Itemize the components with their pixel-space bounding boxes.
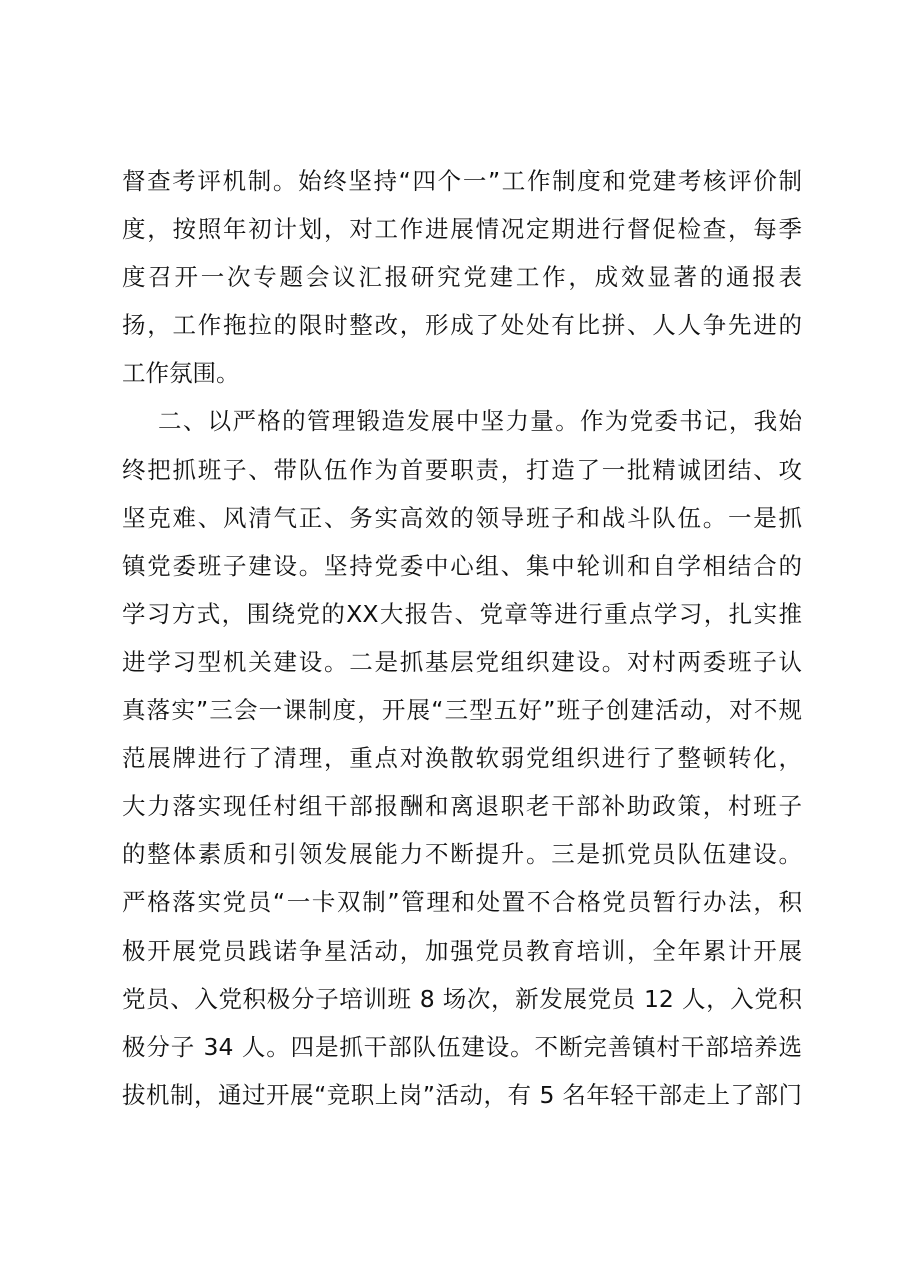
text-line: 坚克难、风清气正、务实高效的领导班子和战斗队伍。一是抓 — [122, 503, 802, 532]
text-line: 终把抓班子、带队伍作为首要职责，打造了一批精诚团结、攻 — [122, 455, 802, 484]
text-line: 极开展党员践诺争星活动，加强党员教育培训，全年累计开展 — [122, 936, 802, 965]
text-line: 督查考评机制。始终坚持“四个一”工作制度和党建考核评价制 — [122, 167, 802, 195]
text-line: 扬，工作拖拉的限时整改，形成了处处有比拼、人人争先进的 — [122, 311, 802, 340]
text-line: 进学习型机关建设。二是抓基层党组织建设。对村两委班子认 — [122, 647, 802, 676]
text-line: 大力落实现任村组干部报酬和离退职老干部补助政策，村班子 — [122, 792, 802, 821]
text-line: 二、以严格的管理锻造发展中坚力量。作为党委书记，我始 — [158, 407, 802, 436]
text-line: 度召开一次专题会议汇报研究党建工作，成效显著的通报表 — [122, 263, 802, 292]
text-line: 度，按照年初计划，对工作进展情况定期进行督促检查，每季 — [122, 215, 802, 244]
text-line: 学习方式，围绕党的XX大报告、党章等进行重点学习，扎实推 — [122, 599, 802, 628]
text-line: 极分子 34 人。四是抓干部队伍建设。不断完善镇村干部培养选 — [122, 1032, 802, 1061]
text-line: 党员、入党积极分子培训班 8 场次，新发展党员 12 人，入党积 — [122, 984, 802, 1013]
text-line: 镇党委班子建设。坚持党委中心组、集中轮训和自学相结合的 — [122, 551, 802, 580]
text-line: 范展牌进行了清理，重点对涣散软弱党组织进行了整顿转化， — [122, 744, 802, 773]
text-line: 严格落实党员“一卡双制”管理和处置不合格党员暂行办法，积 — [122, 888, 802, 917]
text-line: 工作氛围。 — [122, 359, 240, 388]
body-text — [122, 157, 802, 1119]
text-line: 真落实”三会一课制度，开展“三型五好”班子创建活动，对不规 — [122, 696, 802, 725]
text-line: 的整体素质和引领发展能力不断提升。三是抓党员队伍建设。 — [122, 840, 802, 869]
text-line: 拔机制，通过开展“竞职上岗”活动，有 5 名年轻干部走上了部门 — [122, 1080, 802, 1109]
